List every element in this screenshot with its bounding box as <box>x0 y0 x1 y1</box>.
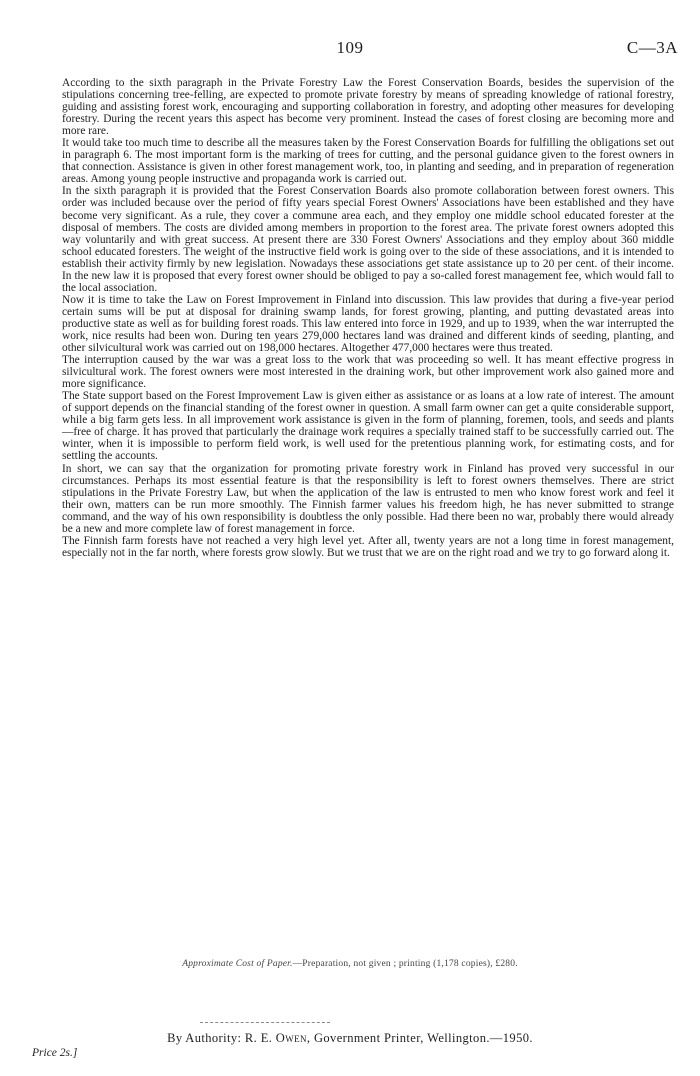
paragraph: The interruption caused by the war was a great loss to the work that was proceeding so well. It has meant effective progress in silvicultural work. The forest owners were most interested in the draining work, but other improvement work also gained more and more significance. <box>62 354 674 391</box>
paragraph: According to the sixth paragraph in the Private Forestry Law the Forest Conservation Boards, besides the supervision of the stipulations concerning tree-felling, are expected to promote private forestry by means of spreading knowledge of rational forestry, guiding and assisting forest work, encouraging and supporting collaboration in forestry, and adopting other measures for developing forestry. During the recent years this aspect has become very prominent. Instead the cases of forest closing are becoming more and more rare. <box>62 77 674 138</box>
printing-cost-note <box>0 959 700 969</box>
authority-suffix: , Government Printer, Wellington.—1950. <box>306 1031 533 1045</box>
body-text <box>62 77 674 559</box>
document-reference: C—3A <box>626 38 678 57</box>
printer-name: R. E. Owen <box>244 1031 307 1045</box>
divider <box>200 1022 330 1023</box>
paragraph: It would take too much time to describe all the measures taken by the Forest Conservation Boards for fulfilling the obligations set out in paragraph 6. The most important form is the marking of trees for cutting, and the personal guidance given to the forest owners in that connection. Assistance is given in other forest management work, too, in planting and seeding, and in preparation of regeneration areas. Among young people instructive and propaganda work is carried out. <box>62 137 674 186</box>
authority-prefix: By Authority: <box>167 1031 242 1045</box>
cost-text: —Preparation, not given ; printing (1,178 copies), £280. <box>292 959 518 969</box>
authority-line <box>0 1031 700 1046</box>
paragraph: The Finnish farm forests have not reached a very high level yet. After all, twenty years are not a long time in forest management, especially not in the far north, where forests grow slowly. But we trust that we are on the right road and we try to go forward along it. <box>62 534 674 559</box>
paragraph: The State support based on the Forest Improvement Law is given either as assistance or as loans at a low rate of interest. The amount of support depends on the financial standing of the forest owner in question. A small farm owner can get a quite considerable support, while a big farm gets less. In all improvement work assistance is given in the form of planning, foremen, tools, and seeds and plants—free of charge. It has proved that particularly the drainage work requires a specially trained staff to be successfully carried out. The winter, when it is impossible to perform field work, is well used for the pretentious planning work, for estimating costs, and for settling the accounts. <box>62 390 674 463</box>
paragraph: Now it is time to take the Law on Forest Improvement in Finland into discussion. This law provides that during a five-year period certain sums will be put at disposal for draining swamp lands, for forest growing, planting, and putting devastated areas into productive state as well as for building forest roads. This law entered into force in 1929, and up to 1939, when the war interrupted the work, nice results had been won. During ten years 279,000 hectares land was drained and different kinds of seeding, planting, and other silvicultural work was carried out on 198,000 hectares. Altogether 477,000 hectares were thus treated. <box>62 293 674 355</box>
paragraph: In short, we can say that the organization for promoting private forestry work in Finland has proved very successful in our circumstances. Perhaps its most essential feature is that the responsibility is left to forest owners themselves. There are strict stipulations in the Private Forestry Law, but when the application of the law is entrusted to men who know forest work and feel it their own, matters can be run more smoothly. The Finnish farmer values his freedom high, he has never submitted to strange command, and the way of his own responsibility is doubtless the only possible. Had there been no war, probably there would already be a new and more complete law of forest management in force. <box>62 462 674 535</box>
paragraph: In the sixth paragraph it is provided that the Forest Conservation Boards also promote collaboration between forest owners. This order was included because over the period of fifty years special Forest Owners' Associations have been established and they have become very significant. As a rule, they cover a commune area each, and they employ one middle school educated forester at the disposal of members. The costs are divided among members in proportion to the forest area. The private forest owners adopted this way voluntarily and with great success. At present there are 330 Forest Owners' Associations and they employ about 360 middle school educated foresters. The weight of the instructive field work is going over to the side of these associations, and it is intended to establish their activity firmly by new legislation. Nowadays these associations get state assistance up to 20 per cent. of their income. In the new law it is proposed that every forest owner should be obliged to pay a so-called forest management fee, which would fall to the local association. <box>62 185 674 294</box>
page-number: 109 <box>336 38 364 57</box>
price: Price 2s.] <box>32 1047 78 1059</box>
cost-label: Approximate Cost of Paper. <box>182 959 293 969</box>
